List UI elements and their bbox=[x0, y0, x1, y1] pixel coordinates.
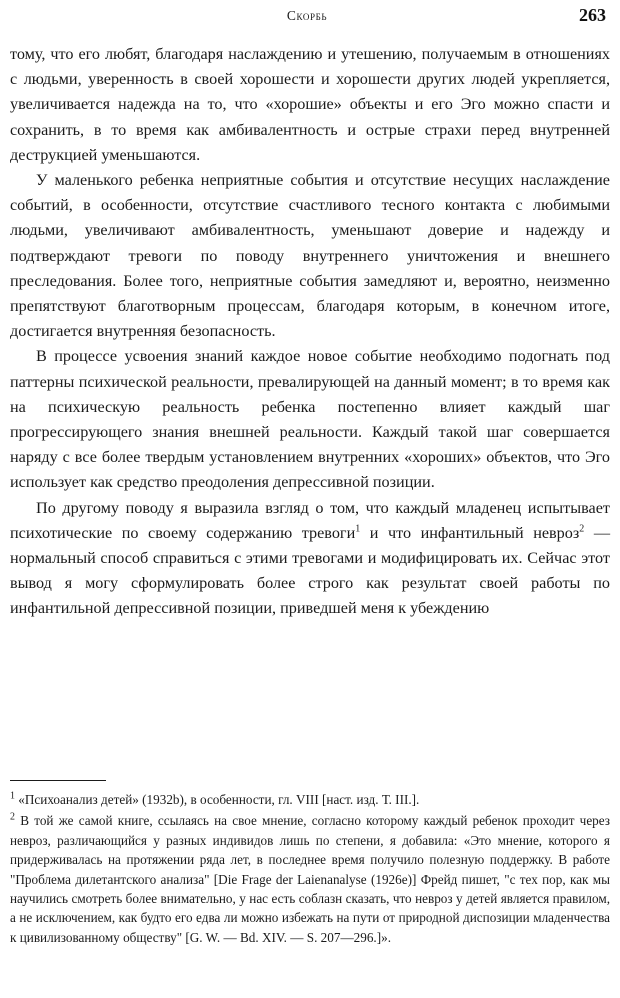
paragraph: У маленького ребенка неприятные события и отсутствие несущих наслаждение событий, в особенности, отсутствие счастливого тесного контакта с любимыми людьми, увеличивают амбивалентность, уменьшают доверие и надежду и подтверждают тревоги по поводу внутреннего уничтожения и внешнего преследования. Более того, неприятные события замедляют и, вероятно, неизменно препятствуют благотворным процессам, благодаря которым, в конечном итоге, достигается внутренняя безопасность. bbox=[10, 171, 610, 341]
footnote-item bbox=[10, 790, 610, 809]
footnote-text: В той же самой книге, ссылаясь на свое мнение, согласно которому каждый ребенок проходит через невроз, различающийся у разных индивидов лишь по степени, я добавила: «Это мнение, которого я придерживалась на протяжении ряда лет, в последнее время получило полезную поддержку. В работе "Проблема дилетантского анализа" [Die Frage der Laienanalyse (1926e)] Фрейд пишет, "с тех пор, как мы научились смотреть более внимательно, у нас есть соблазн сказать, что невроз у детей является правилом, а не исключением, как будто его едва ли можно избежать на пути от природной диспозиции младенчества к цивилизованному обществу" [G. W. — Bd. XIV. — S. 207—296.]». bbox=[10, 813, 610, 945]
footnote-ref-2[interactable]: 2 bbox=[579, 523, 585, 535]
footnote-item bbox=[10, 811, 610, 947]
footnote-marker: 2 bbox=[10, 812, 15, 824]
body-text-column bbox=[10, 42, 610, 622]
paragraph: тому, что его любят, благодаря наслаждению и утешению, получаемым в отношениях с людьми, уверенность в своей хорошести и хорошести других людей укрепляется, увеличивается надежда на то, что «хорошие» объекты и его Эго можно спасти и сохранить, в то время как амбивалентность и острые страхи перед внутренней деструкцией уменьшаются. bbox=[10, 45, 610, 164]
paragraph-segment: — нормальный способ справиться с этими тревогами и модифицировать их. Сейчас этот вывод я могу сформулировать более строго как результат своей работы по инфантильной депрессивной позиции, приведшей меня к убеждению bbox=[10, 523, 610, 618]
paragraph-segment: По другому поводу я выразила взгляд о том, что каждый младенец испытывает психотические по своему содержанию тревоги bbox=[10, 498, 610, 542]
footnote-marker: 1 bbox=[10, 790, 15, 802]
paragraph-with-footnote-refs bbox=[10, 496, 610, 622]
page-number: 263 bbox=[579, 5, 606, 25]
running-title: Скорбь bbox=[286, 8, 328, 23]
page-header bbox=[8, 5, 606, 34]
paragraph-segment: и что инфантильный невроз bbox=[360, 523, 580, 542]
footnote-text: «Психоанализ детей» (1932b), в особенности, гл. VIII [наст. изд. Т. III.]. bbox=[15, 792, 420, 807]
footnote-area bbox=[10, 780, 610, 949]
footnote-separator-rule bbox=[10, 780, 106, 781]
footnote-ref-1[interactable]: 1 bbox=[355, 523, 361, 535]
paragraph: В процессе усвоения знаний каждое новое событие необходимо подогнать под паттерны психической реальности, превалирующей на данный момент; в то время как на психическую реальность ребенка постепенно влияет каждый шаг прогрессирующего знания внешней реальности. Каждый такой шаг совершается наряду с все более твердым установлением внутренних «хороших» объектов, что Эго использует как средство преодоления депрессивной позиции. bbox=[10, 347, 610, 492]
